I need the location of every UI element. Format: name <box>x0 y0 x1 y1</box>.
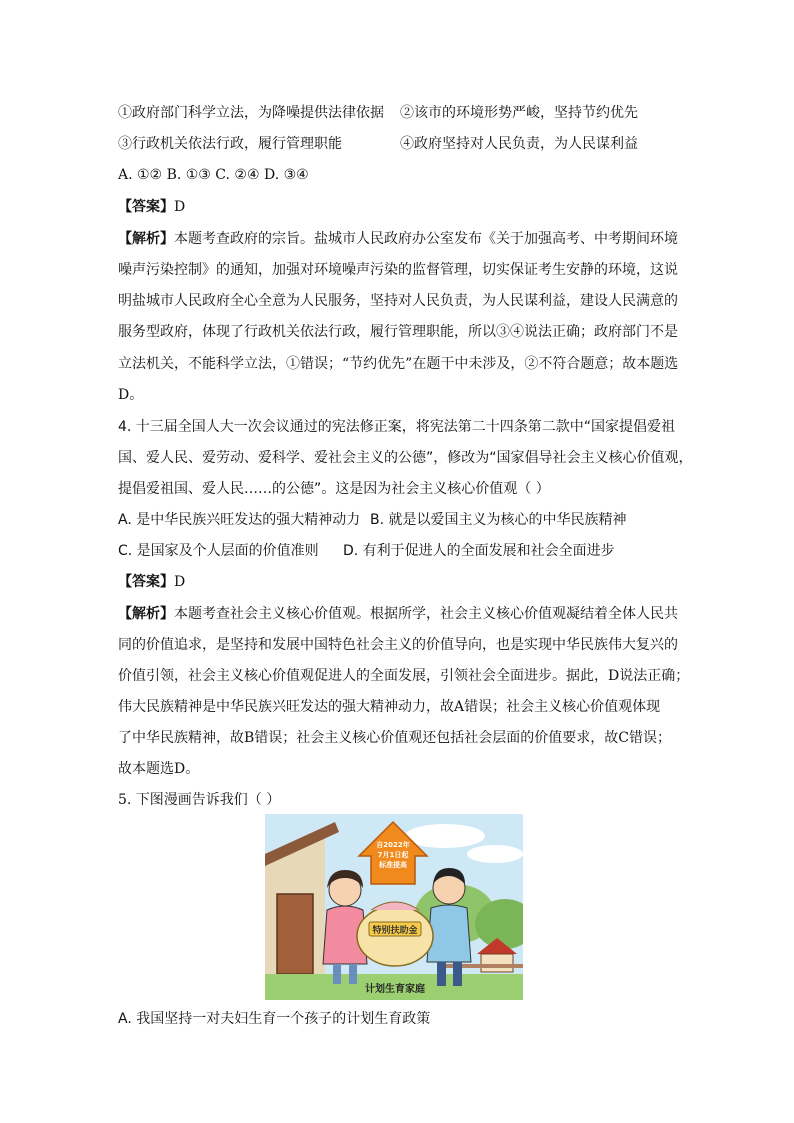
q4-stem-line-1: 4. 十三届全国人大一次会议通过的宪法修正案，将宪法第二十四条第二款中“国家提倡爱祖 <box>118 419 676 435</box>
arrow-text-3: 标准提高 <box>379 861 407 869</box>
cloud <box>467 845 523 863</box>
arrow-text-2: 7月1日起 <box>377 851 409 859</box>
ground-label: 计划生育家庭 <box>365 984 425 995</box>
q3-option-1: ①政府部门科学立法，为降噪提供法律依据 <box>118 105 384 121</box>
q4-analysis-line-4: 伟大民族精神是中华民族兴旺发达的强大精神动力，故A错误；社会主义核心价值观体现 <box>118 699 661 715</box>
woman-leg <box>333 964 341 984</box>
q4-analysis-line-2: 同的价值追求，是坚持和发展中国特色社会主义的价值导向，也是实现中华民族伟大复兴的 <box>118 637 678 653</box>
q3-analysis-line-6: D。 <box>118 387 144 403</box>
q4-stem-line-3: 提倡爱祖国、爱人民……的公德”。这是因为社会主义核心价值观（ ） <box>118 481 550 497</box>
q4-answer <box>118 573 185 591</box>
bag-label: 特别扶助金 <box>372 926 418 936</box>
q4-analysis-text: 本题考查社会主义核心价值观。根据所学，社会主义核心价值观凝结着全体人民共 <box>174 606 678 622</box>
man-leg <box>437 962 446 986</box>
q4-option-a: A. 是中华民族兴旺发达的强大精神动力 <box>118 512 361 528</box>
q3-analysis-tag: 【解析】 <box>118 231 174 247</box>
q5-option-a: A. 我国坚持一对夫妇生育一个孩子的计划生育政策 <box>118 1011 431 1027</box>
q3-answer-tag: 【答案】 <box>118 199 174 215</box>
q4-analysis-line-3: 价值引领，社会主义核心价值观促进人的全面发展，引领社会全面进步。据此，D说法正确； <box>118 668 690 684</box>
small-house <box>481 954 513 972</box>
door <box>277 894 313 974</box>
q4-analysis-line-6: 故本题选D。 <box>118 761 200 777</box>
q5-stem: 5. 下图漫画告诉我们（ ） <box>118 792 281 808</box>
man-leg <box>453 962 462 986</box>
q3-answer-value: D <box>174 199 186 215</box>
q3-option-3: ③行政机关依法行政，履行管理职能 <box>118 136 342 152</box>
q5-cartoon <box>265 814 523 1000</box>
q4-answer-tag: 【答案】 <box>118 574 174 590</box>
cloud <box>405 824 485 848</box>
q3-analysis-line-5: 立法机关，不能科学立法，①错误；“节约优先”在题干中未涉及，②不符合题意；故本题选 <box>118 356 679 372</box>
q3-analysis-line-3: 明盐城市人民政府全心全意为人民服务，坚持对人民负责，为人民谋利益，建设人民满意的 <box>118 293 678 309</box>
q4-option-b: B. 就是以爱国主义为核心的中华民族精神 <box>370 512 627 528</box>
woman-leg <box>349 964 357 984</box>
q4-analysis-line-1 <box>118 605 678 623</box>
q4-analysis-line-5: 了中华民族精神，故B错误；社会主义核心价值观还包括社会层面的价值要求，故C错误； <box>118 730 671 746</box>
q3-analysis-line-4: 服务型政府，体现了行政机关依法行政，履行管理职能，所以③④说法正确；政府部门不是 <box>118 324 678 340</box>
q3-analysis-line-1 <box>118 230 678 248</box>
q4-option-d: D. 有利于促进人的全面发展和社会全面进步 <box>343 543 615 559</box>
q3-answer <box>118 198 185 216</box>
q3-option-4: ④政府坚持对人民负责，为人民谋利益 <box>400 136 638 152</box>
q4-analysis-tag: 【解析】 <box>118 606 174 622</box>
arrow-text-1: 自2022年 <box>376 841 410 849</box>
q4-answer-value: D <box>174 574 186 590</box>
q4-stem-line-2: 国、爱人民、爱劳动、爱科学、爱社会主义的公德”，修改为“国家倡导社会主义核心价值观， <box>118 450 693 466</box>
q3-choices: A. ①② B. ①③ C. ②④ D. ③④ <box>118 167 309 183</box>
q3-analysis-line-2: 噪声污染控制》的通知，加强对环境噪声污染的监督管理，切实保证考生安静的环境，这说 <box>118 262 678 278</box>
q3-option-2: ②该市的环境形势严峻，坚持节约优先 <box>400 105 638 121</box>
q3-analysis-text: 本题考查政府的宗旨。盐城市人民政府办公室发布《关于加强高考、中考期间环境 <box>174 231 678 247</box>
q4-option-c: C. 是国家及个人层面的价值准则 <box>118 543 319 559</box>
